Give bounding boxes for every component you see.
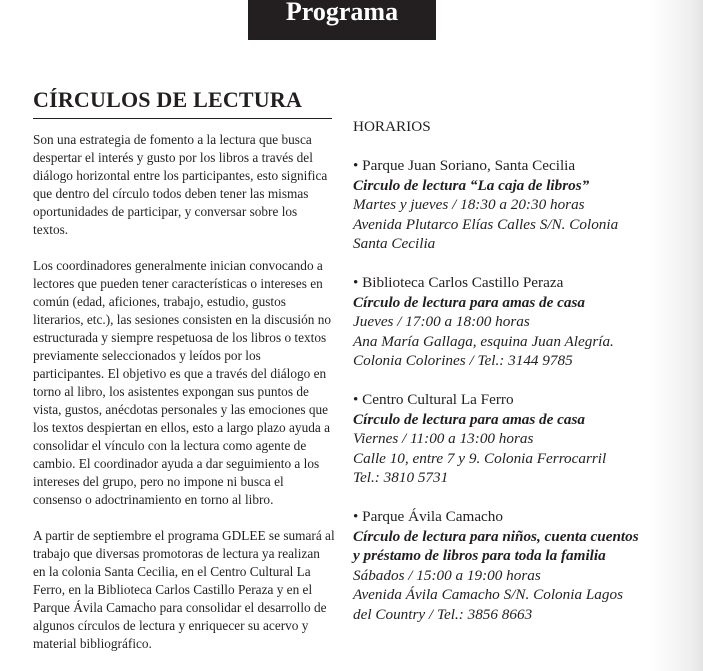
schedule-time: Jueves / 17:00 a 18:00 horas (353, 313, 530, 330)
paragraph-coordinators: Los coordinadores generalmente inician convocando a lectores que pueden tener características o intereses en común (edad, aficiones, trabajo, estudio, gustos literarios, etc.), las sesiones consisten en la discusión no estructurada y siempre respetuosa de los libros o textos previamente seleccionados y leídos por los participantes. El objetivo es que a través del diálogo en torno al libro, los asistentes expongan sus puntos de vista, gustos, anécdotas personales y las emociones que los textos despiertan en ellos, esto a largo plazo ayuda a consolidar el vínculo con la lectura como agente de cambio. El coordinador ayuda a dar seguimiento a los intereses del grupo, pero no impone ni busca el consenso o adoctrinamiento en torno al libro. (33, 258, 332, 507)
program-banner (248, 0, 436, 40)
venue-address: Avenida Ávila Camacho S/N. Colonia Lagos (353, 586, 623, 603)
circle-name: Círculo de lectura para amas de casa (353, 293, 586, 311)
venue-name: • Parque Ávila Camacho (353, 507, 655, 527)
circle-name: Circulo de lectura “La caja de libros” (353, 176, 590, 194)
schedule-heading: HORARIOS (353, 118, 431, 135)
venue-name: • Centro Cultural La Ferro (353, 390, 655, 410)
venue-name: • Parque Juan Soriano, Santa Cecilia (353, 156, 655, 176)
circle-name: Círculo de lectura para amas de casa (353, 410, 586, 428)
schedule-time: Sábados / 15:00 a 19:00 horas (353, 566, 541, 584)
schedule-entry (353, 507, 655, 624)
venue-address: Avenida Plutarco Elías Calles S/N. Colonia (353, 215, 619, 233)
venue-address: Calle 10, entre 7 y 9. Colonia Ferrocarril (353, 449, 607, 467)
venue-name: • Biblioteca Carlos Castillo Peraza (353, 273, 655, 293)
venue-address-cont: Santa Cecilia (353, 235, 436, 252)
schedule-entry (353, 390, 655, 488)
section-title: CÍRCULOS DE LECTURA (33, 87, 303, 112)
title-underline (33, 118, 332, 119)
venue-address-cont: del Country / Tel.: 3856 8663 (353, 605, 533, 623)
venue-address-cont: Tel.: 3810 5731 (353, 469, 449, 486)
venue-address-cont: Colonia Colorines / Tel.: 3144 9785 (353, 352, 573, 369)
schedule-time: Martes y jueves / 18:30 a 20:30 horas (353, 196, 585, 213)
venue-address: Ana María Gallaga, esquina Juan Alegría. (353, 332, 614, 350)
description-column (33, 131, 335, 671)
schedule-entry (353, 156, 655, 254)
schedule-column (353, 117, 655, 624)
circle-name-cont: y préstamo de libros para toda la familia (353, 547, 606, 564)
schedule-entry (353, 273, 655, 371)
circle-name: Círculo de lectura para niños, cuenta cuentos (353, 527, 639, 545)
paragraph-program: A partir de septiembre el programa GDLEE se sumará al trabajo que diversas promotoras de lectura ya realizan en la colonia Santa Cecilia, en el Centro Cultural La Ferro, en la Biblioteca Carlos Castillo Peraza y en el Parque Ávila Camacho para consolidar el desarrollo de algunos círculos de lectura y enriquecer su acervo y material bibliográfico. (33, 528, 335, 651)
schedule-time: Viernes / 11:00 a 13:00 horas (353, 430, 534, 447)
paragraph-intro: Son una estrategia de fomento a la lectura que busca despertar el interés y gusto por los libros a través del diálogo horizontal entre los participantes, esto significa que dentro del círculo todos deben tener las mismas oportunidades de participar, y conversar sobre los textos. (33, 132, 328, 237)
banner-title: Programa (285, 0, 399, 26)
